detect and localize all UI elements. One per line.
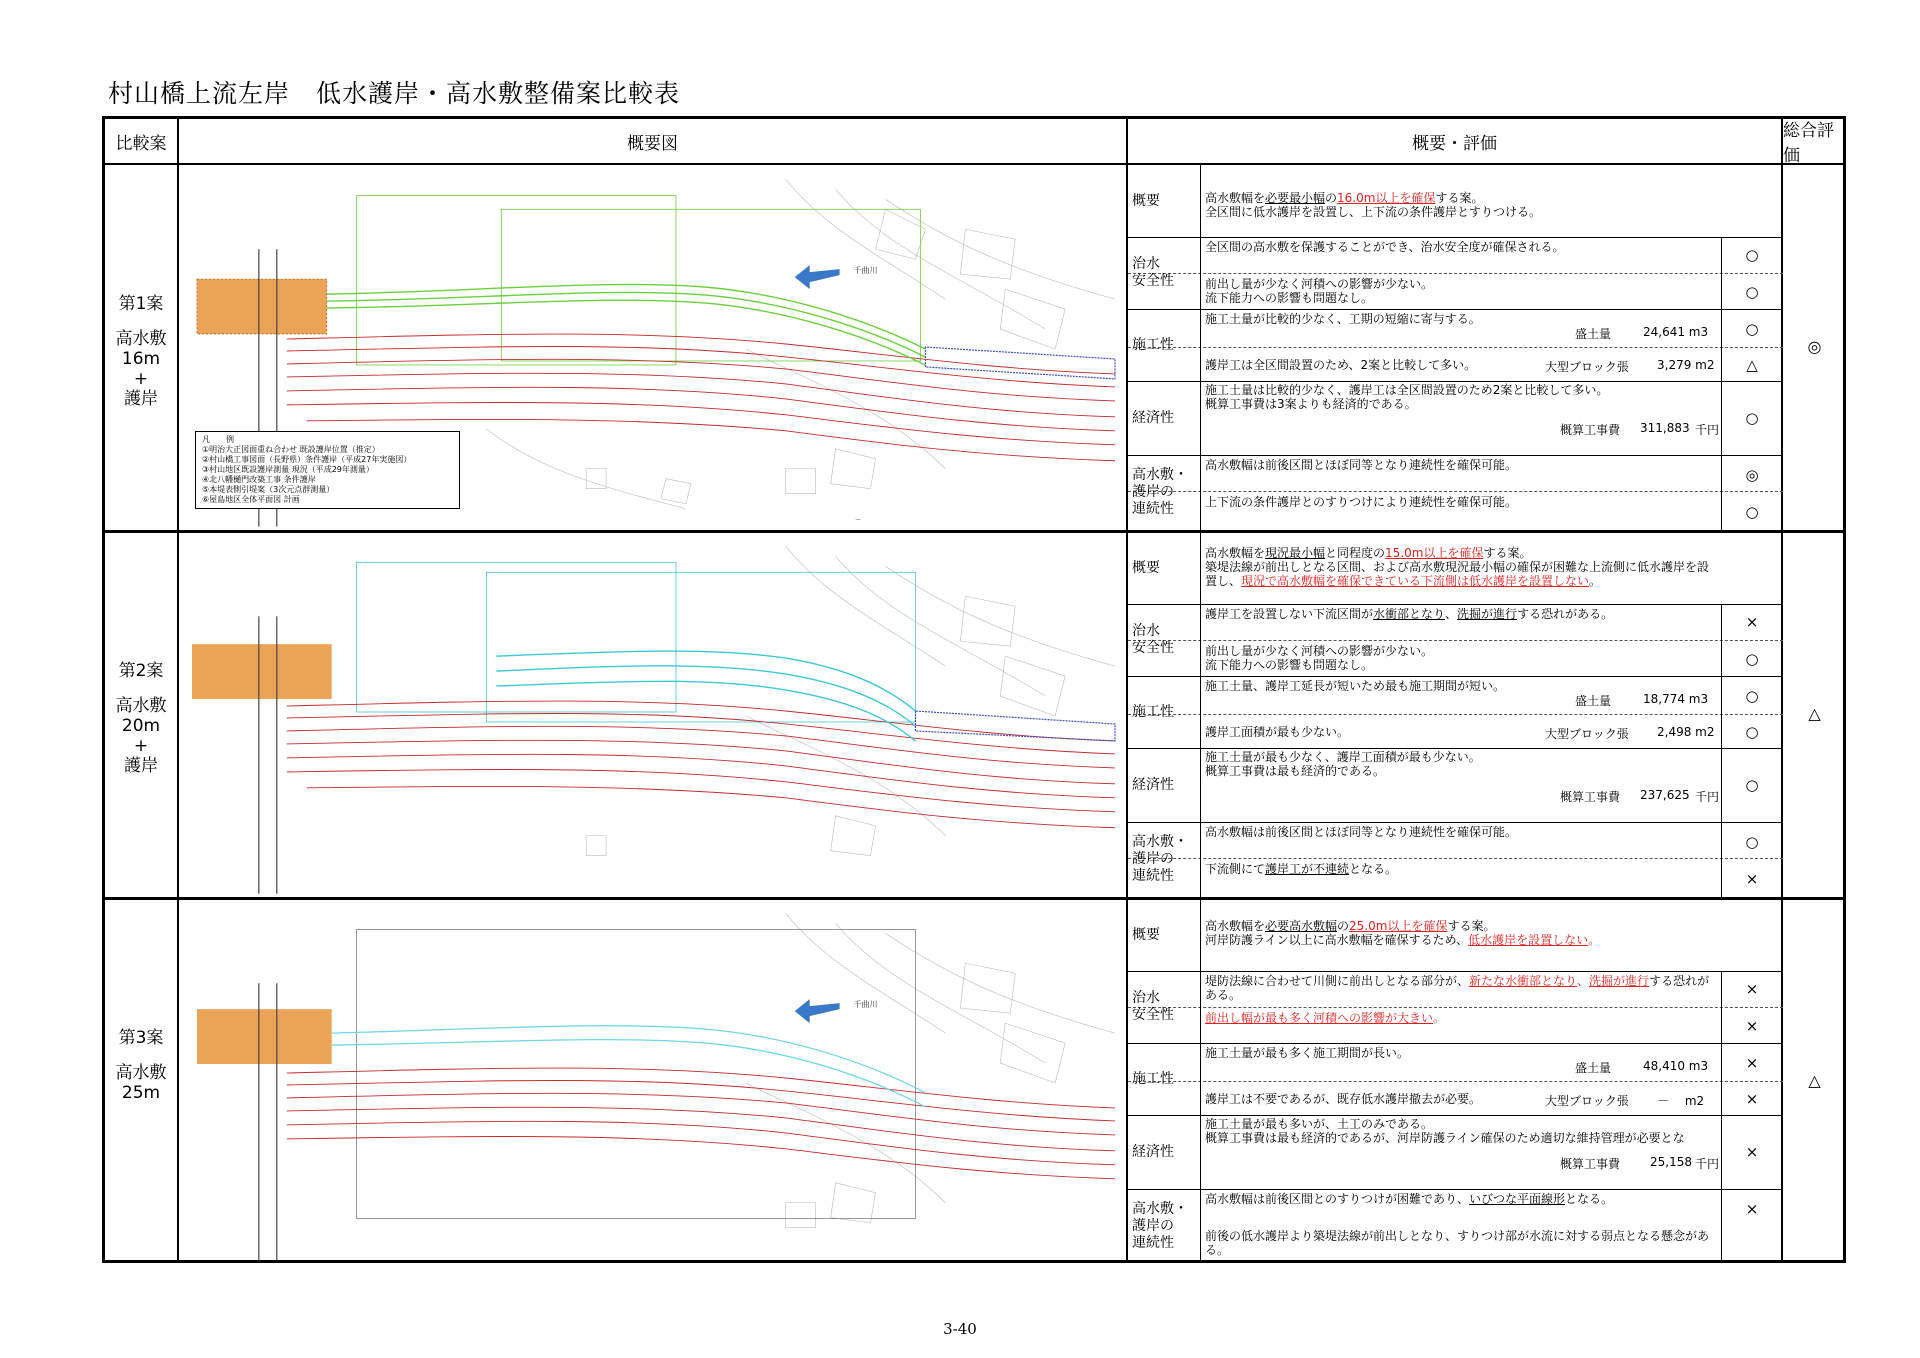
rating-mark: ◎ (1745, 466, 1759, 484)
legend-item: ③村山地区既設護岸測量 現況（平成29年測量） (202, 465, 374, 474)
overview-diagram (187, 536, 1125, 894)
rating-mark: ○ (1745, 833, 1759, 851)
plan-number: 第1案 (118, 294, 164, 314)
cost-value: 25,158 (1650, 1155, 1692, 1169)
rating-mark: ○ (1745, 776, 1759, 794)
continuity-text-2: 上下流の条件護岸とのすりつけにより連続性を確保可能。 (1205, 495, 1518, 509)
plan-description: 高水敷 16m + 護岸 (115, 329, 167, 409)
plan-label (105, 293, 177, 409)
flood-safety-text-1: 堤防法線に合わせて川側に前出しとなる部分が、新たな水衝部となり、洗掘が進行する恐れがある。 (1205, 974, 1710, 1002)
flood-safety-text-1: 護岸工を設置しない下流区間が水衝部となり、洗掘が進行する恐れがある。 (1205, 607, 1614, 621)
eval-divider (1128, 676, 1783, 677)
flood-safety-text-1: 全区間の高水敷を保護することができ、治水安全度が確保される。 (1205, 240, 1565, 254)
fill-volume-label: 盛土量 (1575, 1061, 1612, 1075)
constructability-text-2: 護岸工は不要であるが、既存低水護岸撤去が必要。 (1205, 1092, 1482, 1106)
constructability-text-1: 施工土量が比較的少なく、工期の短縮に寄与する。 (1205, 312, 1481, 326)
rating-mark: ○ (1745, 503, 1759, 521)
block-area-label: 大型ブロック張 (1545, 727, 1629, 741)
block-area-label: 大型ブロック張 (1545, 1094, 1629, 1108)
overall-rating: ◎ (1807, 337, 1822, 356)
summary-text: 高水敷幅を必要高水敷幅の25.0m以上を確保する案。 河岸防護ライン以上に高水敷幅を確保するため、低水護岸を設置しない。 (1205, 919, 1601, 947)
flood-safety-text-2: 前出し量が少なく河積への影響が少ない。 流下能力への影響も問題なし。 (1205, 277, 1434, 305)
eval-divider (1128, 971, 1783, 972)
plan-description: 高水敷 20m + 護岸 (115, 696, 167, 776)
header-diagram: 概要図 (627, 133, 678, 154)
flood-safety-text-2: 前出し幅が最も多く河積への影響が大きい。 (1205, 1011, 1446, 1025)
constructability-text-2: 護岸工面積が最も少ない。 (1205, 725, 1350, 739)
rating-mark: × (1745, 870, 1759, 888)
fill-volume-value: 18,774 m3 (1643, 692, 1709, 706)
continuity-text-2: 下流側にて護岸工が不連続となる。 (1205, 862, 1398, 876)
page-number: 3-40 (943, 1320, 977, 1338)
overview-diagram (187, 903, 1125, 1261)
cost-unit: 千円 (1695, 790, 1720, 804)
cost-unit: 千円 (1695, 1157, 1720, 1171)
category-flood-safety: 治水 安全性 (1132, 623, 1174, 656)
eval-subdivider (1128, 347, 1783, 348)
plan-row-2 (105, 532, 1843, 897)
rating-mark: × (1745, 1054, 1759, 1072)
cost-unit: 千円 (1695, 423, 1720, 437)
block-area-label: 大型ブロック張 (1545, 360, 1629, 374)
legend-item: ⑥屋島地区全体平面図 計画 (202, 495, 300, 504)
eval-subdivider (1128, 1081, 1783, 1082)
river-label: 千曲川 (853, 266, 878, 276)
header-plan: 比較案 (115, 133, 167, 154)
fill-volume-label: 盛土量 (1575, 327, 1612, 341)
eval-subdivider (1128, 714, 1783, 715)
eval-divider (1128, 309, 1783, 310)
flood-safety-text-2: 前出し量が少なく河積への影響が少ない。 流下能力への影響も問題なし。 (1205, 644, 1434, 672)
category-continuity: 高水敷・ 護岸の 連続性 (1132, 467, 1188, 517)
rating-mark: ○ (1745, 246, 1759, 264)
eval-divider (1128, 237, 1783, 238)
rating-mark: ○ (1745, 320, 1759, 338)
constructability-text-1: 施工土量が最も多く施工期間が長い。 (1205, 1046, 1410, 1060)
legend-item: ⑤本堤表側引堤案（3次元点群測量） (202, 485, 335, 494)
mark-col-divider (1721, 237, 1722, 530)
eval-divider (1128, 1043, 1783, 1044)
comparison-table (102, 116, 1846, 1263)
rating-mark: × (1745, 1017, 1759, 1035)
category-summary: 概要 (1132, 192, 1160, 209)
rating-mark: ○ (1745, 409, 1759, 427)
rating-mark: ○ (1745, 723, 1759, 741)
category-continuity: 高水敷・ 護岸の 連続性 (1132, 1200, 1188, 1251)
svg-text:―: ― (855, 516, 861, 523)
overall-rating: △ (1808, 1071, 1821, 1090)
category-constructability: 施工性 (1132, 1070, 1174, 1087)
eval-col-divider (1200, 165, 1201, 530)
eval-divider (1128, 455, 1783, 456)
eval-subdivider (1128, 273, 1783, 274)
river-label: 千曲川 (853, 1000, 878, 1010)
legend-title: 凡 例 (202, 435, 234, 444)
eval-subdivider (1128, 1007, 1783, 1008)
continuity-text-1: 高水敷幅は前後区間とのすりつけが困難であり、いびつな平面線形となる。 (1205, 1192, 1614, 1206)
economy-text: 施工土量が最も少なく、護岸工面積が最も少ない。 概算工事費は最も経済的である。 (1205, 750, 1481, 778)
rating-mark: × (1745, 613, 1759, 631)
economy-text: 施工土量が最も多いが、土工のみである。 概算工事費は最も経済的であるが、河岸防護ライン確保のため適切な維持管理が必要とな (1205, 1117, 1685, 1145)
eval-col-divider (1200, 899, 1201, 1263)
eval-divider (1128, 381, 1783, 382)
header-overall: 総合評価 (1783, 121, 1834, 166)
fill-volume-value: 48,410 m3 (1643, 1059, 1709, 1073)
summary-text: 高水敷幅を必要最小幅の16.0m以上を確保する案。 全区間に低水護岸を設置し、上下流の条件護岸とすりつける。 (1205, 191, 1542, 219)
continuity-text-2: 前後の低水護岸より築堤法線が前出しとなり、すりつけ部が水流に対する弱点となる懸念がある。 (1205, 1229, 1710, 1257)
category-constructability: 施工性 (1132, 336, 1174, 353)
cost-value: 311,883 (1640, 421, 1690, 435)
rating-mark: × (1745, 980, 1759, 998)
eval-divider (1128, 1189, 1783, 1190)
plan-description: 高水敷 25m (115, 1063, 167, 1103)
plan-number: 第2案 (118, 661, 164, 681)
plan-row-3 (105, 899, 1843, 1263)
category-flood-safety: 治水 安全性 (1132, 256, 1174, 289)
header-eval: 概要・評価 (1412, 133, 1497, 154)
continuity-text-1: 高水敷幅は前後区間とほぼ同等となり連続性を確保可能。 (1205, 458, 1518, 472)
legend (195, 431, 460, 509)
mark-col-divider (1721, 604, 1722, 897)
page-title: 村山橋上流左岸 低水護岸・高水敷整備案比較表 (108, 79, 681, 108)
eval-divider (1128, 604, 1783, 605)
eval-subdivider (1128, 640, 1783, 641)
category-economy: 経済性 (1132, 1143, 1174, 1160)
eval-col-divider (1200, 532, 1201, 897)
category-continuity: 高水敷・ 護岸の 連続性 (1132, 834, 1188, 884)
overview-diagram (187, 169, 1125, 527)
eval-subdivider (1128, 491, 1783, 492)
category-constructability: 施工性 (1132, 703, 1174, 720)
rating-mark: × (1745, 1200, 1759, 1218)
plan-label (105, 660, 177, 776)
category-summary: 概要 (1132, 926, 1160, 943)
block-area-value: 3,279 m2 (1657, 358, 1715, 372)
rating-mark: ○ (1745, 687, 1759, 705)
eval-divider (1128, 1115, 1783, 1116)
constructability-text-1: 施工土量、護岸工延長が短いため最も施工期間が短い。 (1205, 679, 1506, 693)
block-area-value: 2,498 m2 (1657, 725, 1715, 739)
cost-label: 概算工事費 (1560, 790, 1621, 804)
rating-mark: ○ (1745, 283, 1759, 301)
eval-subdivider (1128, 858, 1783, 859)
rating-mark: △ (1746, 356, 1758, 374)
legend-item: ①明治大正図面重ね合わせ 既設護岸位置（推定） (202, 445, 380, 454)
category-economy: 経済性 (1132, 776, 1174, 793)
eval-divider (1128, 822, 1783, 823)
category-flood-safety: 治水 安全性 (1132, 990, 1174, 1023)
rating-mark: × (1745, 1143, 1759, 1161)
continuity-text-1: 高水敷幅は前後区間とほぼ同等となり連続性を確保可能。 (1205, 825, 1518, 839)
constructability-text-2: 護岸工は全区間設置のため、2案と比較して多い。 (1205, 358, 1477, 372)
legend-item: ②村山橋工事図面（長野県）条件護岸（平成27年実施図） (202, 455, 412, 464)
overall-rating: △ (1808, 704, 1821, 723)
block-area-value: － m2 (1657, 1094, 1705, 1108)
fill-volume-label: 盛土量 (1575, 694, 1612, 708)
eval-divider (1128, 748, 1783, 749)
rating-mark: × (1745, 1090, 1759, 1108)
fill-volume-value: 24,641 m3 (1643, 325, 1709, 339)
plan-label (105, 1027, 177, 1103)
mark-col-divider (1721, 971, 1722, 1263)
plan-map (187, 536, 1125, 894)
category-summary: 概要 (1132, 559, 1160, 576)
rating-mark: ○ (1745, 650, 1759, 668)
plan-row-1 (105, 165, 1843, 530)
category-economy: 経済性 (1132, 409, 1174, 426)
cost-label: 概算工事費 (1560, 1157, 1621, 1171)
legend-item: ④北八幡樋門改築工事 条件護岸 (202, 475, 316, 484)
summary-text: 高水敷幅を現況最小幅と同程度の15.0m以上を確保する案。 築堤法線が前出しとなる区間、および高水敷現況最小幅の確保が困難な上流側に低水護岸を設置し、現況で高水敷幅を確保できている下流側は低水護岸を設置しない。 (1205, 546, 1710, 588)
plan-number: 第3案 (118, 1028, 164, 1048)
cost-label: 概算工事費 (1560, 423, 1621, 437)
economy-text: 施工土量は比較的少なく、護岸工は全区間設置のため2案と比較して多い。 概算工事費は3案よりも経済的である。 (1205, 383, 1609, 411)
plan-map (187, 903, 1125, 1261)
cost-value: 237,625 (1640, 788, 1690, 802)
